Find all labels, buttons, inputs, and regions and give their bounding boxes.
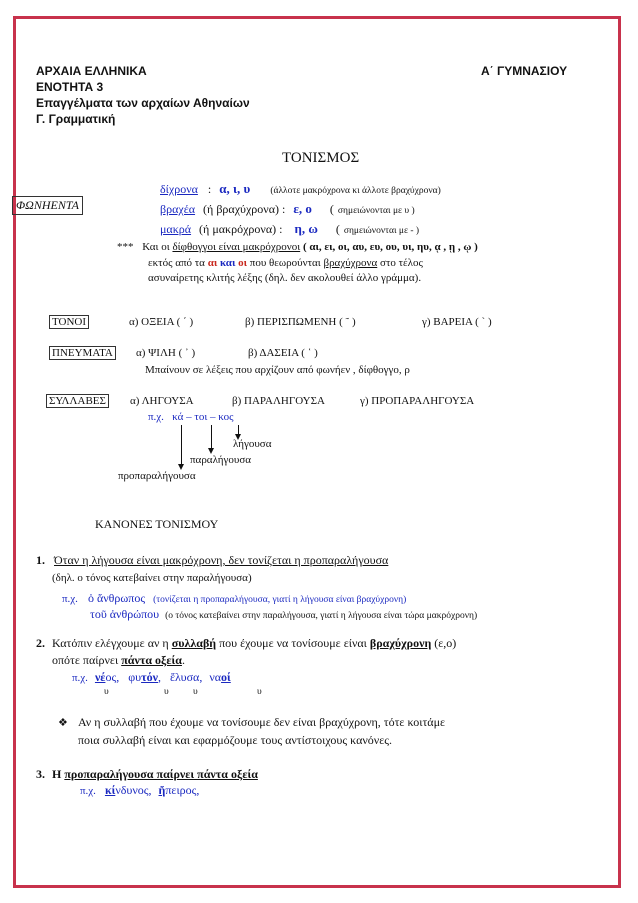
- r3-ex-w1a: κί: [104, 783, 116, 797]
- diphthong-line-2: [148, 257, 423, 269]
- pneumata-note: Μπαίνουν σε λέξεις που αρχίζουν από φωνήεν , δίφθογγο, ρ: [145, 364, 410, 376]
- r3-ex-w1b: νδυνος,: [115, 783, 152, 797]
- diph-term: δίφθογγοι είναι μακρόχρονοι: [172, 241, 301, 253]
- dichrona-note: (άλλοτε μακρόχρονα κι άλλοτε βραχύχρονα): [270, 186, 441, 196]
- rule-2-line2-pre: οπότε παίρνει: [52, 653, 119, 667]
- brachea-line: [160, 200, 415, 218]
- brachea-note: σημειώνονται με υ ): [337, 206, 415, 216]
- rule-2-line: [36, 636, 456, 651]
- r1-ex2-note: (ο τόνος κατεβαίνει στην παραλήγουσα, γιατί η λήγουσα είναι τώρα μακρόχρονη): [165, 611, 478, 621]
- rule-2-line-2: [52, 653, 185, 668]
- r1-ex1-pre: π.χ.: [62, 593, 78, 605]
- diph-stars: ***: [117, 241, 134, 253]
- dichrona-line: [160, 180, 441, 198]
- bullet-line-2: ποια συλλαβή είναι και εφαρμόζουμε τους αντίστοιχους κανόνες.: [78, 733, 392, 747]
- brachea-letters: ε, ο: [293, 201, 312, 216]
- diph-brach: βραχύχρονα: [323, 257, 378, 269]
- rule-1-example-2: [90, 605, 477, 623]
- short-mark-4: υ: [257, 687, 262, 697]
- r1-ex1-note: (τονίζεται η προπαραλήγουσα, γιατί η λήγουσα είναι βραχύχρονη): [153, 595, 407, 605]
- rule-2-example: [72, 670, 231, 685]
- short-mark-1: υ: [104, 687, 109, 697]
- brachea-term: βραχέα: [160, 202, 196, 216]
- rule-2-pre: Κατόπιν ελέγχουμε αν η: [52, 636, 169, 650]
- diph-oi: οι: [238, 257, 248, 269]
- diph-list: ( αι, ει, οι, αυ, ευ, ου, υι, ηυ, ᾳ , ῃ , ῳ ): [302, 241, 478, 253]
- rule-2-number: 2.: [36, 636, 45, 650]
- r1-ex2-word: τοῦ ἀνθρώπου: [90, 607, 160, 621]
- tonos-oxeia: α) ΟΞΕΙΑ ( ΄ ): [129, 316, 194, 328]
- header-section: Γ. Γραμματική: [36, 112, 116, 126]
- dichrona-term: δίχρονα: [160, 182, 198, 196]
- r2-ex-w2a: φυ: [128, 670, 142, 684]
- label-ligousa: λήγουσα: [233, 438, 272, 450]
- r2-ex-w1b: ος,: [105, 670, 120, 684]
- r2-ex-w1a: νέ: [94, 670, 106, 684]
- diph-kai: και: [220, 257, 236, 269]
- syllable-paraligousa: β) ΠΑΡΑΛΗΓΟΥΣΑ: [232, 395, 325, 407]
- diphthong-line-3: ασυναίρετης κλιτής λέξης (δηλ. δεν ακολουθεί άλλο γράμμα).: [148, 272, 422, 284]
- r3-ex-pre: π.χ.: [80, 785, 96, 797]
- r1-ex1-word: ὁ ἄνθρωπος: [87, 591, 146, 605]
- makra-paren: (ή μακρόχρονα) :: [199, 222, 283, 236]
- rule-1-number: 1.: [36, 553, 45, 567]
- short-mark-2: υ: [164, 687, 169, 697]
- pneuma-daseia: β) ΔΑΣΕΙΑ ( ῾ ): [248, 347, 318, 359]
- makra-letters: η, ω: [294, 221, 318, 236]
- rule-1-sub: (δηλ. ο τόνος κατεβαίνει στην παραλήγουσα): [52, 572, 252, 584]
- header-topic: Επαγγέλματα των αρχαίων Αθηναίων: [36, 96, 250, 110]
- pneumata-label: ΠΝΕΥΜΑΤΑ: [49, 346, 116, 360]
- r2-ex-w4b: οί: [221, 670, 231, 684]
- r2-ex-pre: π.χ.: [72, 672, 88, 684]
- syllabes-label: ΣΥΛΛΑΒΕΣ: [46, 394, 109, 408]
- bullet-line-1: Αν η συλλαβή που έχουμε να τονίσουμε δεν είναι βραχύχρονη, τότε κοιτάμε: [78, 715, 446, 729]
- diph-pre: Και οι: [142, 241, 170, 253]
- diph-line2-pre: εκτός από τα: [148, 257, 205, 269]
- makra-note: σημειώνονται με - ): [343, 226, 420, 236]
- header-grade: Α΄ ΓΥΜΝΑΣΙΟΥ: [481, 64, 568, 78]
- syllable-example: π.χ. κά – τοι – κος: [148, 411, 234, 423]
- tonos-vareia: γ) ΒΑΡΕΙΑ ( ` ): [422, 316, 492, 328]
- rule-2-brachychroni: βραχύχρονη: [369, 636, 432, 650]
- rule-3-text: προπαραλήγουσα παίρνει πάντα οξεία: [64, 767, 258, 781]
- diph-line2-end: στο τέλος: [380, 257, 423, 269]
- arrow-ligousa: [238, 425, 239, 435]
- page-title: ΤΟΝΙΣΜΟΣ: [282, 150, 360, 166]
- label-proparaligousa: προπαραλήγουσα: [118, 470, 196, 482]
- rule-3-example: [80, 783, 199, 798]
- diamond-bullet-icon: ❖: [58, 717, 68, 729]
- rule-2-syllable: συλλαβή: [171, 636, 217, 650]
- rule-1-text: Όταν η λήγουσα είναι μακρόχρονη, δεν τονίζεται η προπαραλήγουσα: [54, 553, 389, 567]
- rule-3-number: 3.: [36, 767, 45, 781]
- syllable-ligousa: α) ΛΗΓΟΥΣΑ: [130, 395, 194, 407]
- makra-note-open: (: [335, 222, 340, 236]
- rule-2-end: (ε,ο): [434, 636, 457, 650]
- tonos-perispomeni: β) ΠΕΡΙΣΠΩΜΕΝΗ ( ῀ ): [245, 316, 356, 328]
- r2-ex-w3: ἔλυσα,: [169, 670, 203, 684]
- rule-3-line: [36, 767, 258, 782]
- diph-ai: αι: [207, 257, 218, 269]
- tonoi-label: ΤΟΝΟΙ: [49, 315, 89, 329]
- pneuma-psili: α) ΨΙΛΗ ( ᾿ ): [136, 347, 196, 359]
- rule-1-line: [36, 553, 388, 568]
- short-mark-3: υ: [193, 687, 198, 697]
- r3-ex-w2b: πειρος,: [165, 783, 200, 797]
- r2-ex-w4a: να: [209, 670, 222, 684]
- makra-line: [160, 220, 419, 238]
- brachea-paren: (ή βραχύχρονα) :: [203, 202, 286, 216]
- r3-ex-w2a: ἤ: [158, 783, 166, 797]
- diph-line2-mid: που θεωρούνται: [249, 257, 321, 269]
- diphthong-line-1: [117, 241, 478, 253]
- rule-2-line2-em: πάντα οξεία: [121, 653, 182, 667]
- dichrona-sep: :: [207, 182, 212, 196]
- rules-heading: ΚΑΝΟΝΕΣ ΤΟΝΙΣΜΟΥ: [95, 517, 219, 531]
- arrow-proparaligousa: [181, 425, 182, 465]
- syllable-proparaligousa: γ) ΠΡΟΠΑΡΑΛΗΓΟΥΣΑ: [360, 395, 475, 407]
- dichrona-letters: α, ι, υ: [219, 181, 251, 196]
- header-subject: ΑΡΧΑΙΑ ΕΛΛΗΝΙΚΑ: [36, 64, 147, 78]
- header-unit: ΕΝΟΤΗΤΑ 3: [36, 80, 104, 94]
- r2-ex-w2c: ,: [157, 670, 161, 684]
- label-paraligousa: παραλήγουσα: [190, 454, 252, 466]
- brachea-note-open: (: [329, 202, 334, 216]
- arrow-paraligousa: [211, 425, 212, 449]
- makra-term: μακρά: [160, 222, 192, 236]
- rule-3-pre: Η: [52, 767, 62, 781]
- rule-2-mid: που έχουμε να τονίσουμε είναι: [219, 636, 367, 650]
- vowels-label: ΦΩΝΗΕΝΤΑ: [12, 196, 83, 215]
- page-border: [13, 16, 621, 888]
- rule-2-line2-end: .: [181, 653, 185, 667]
- r2-ex-w2b: τόν: [141, 670, 158, 684]
